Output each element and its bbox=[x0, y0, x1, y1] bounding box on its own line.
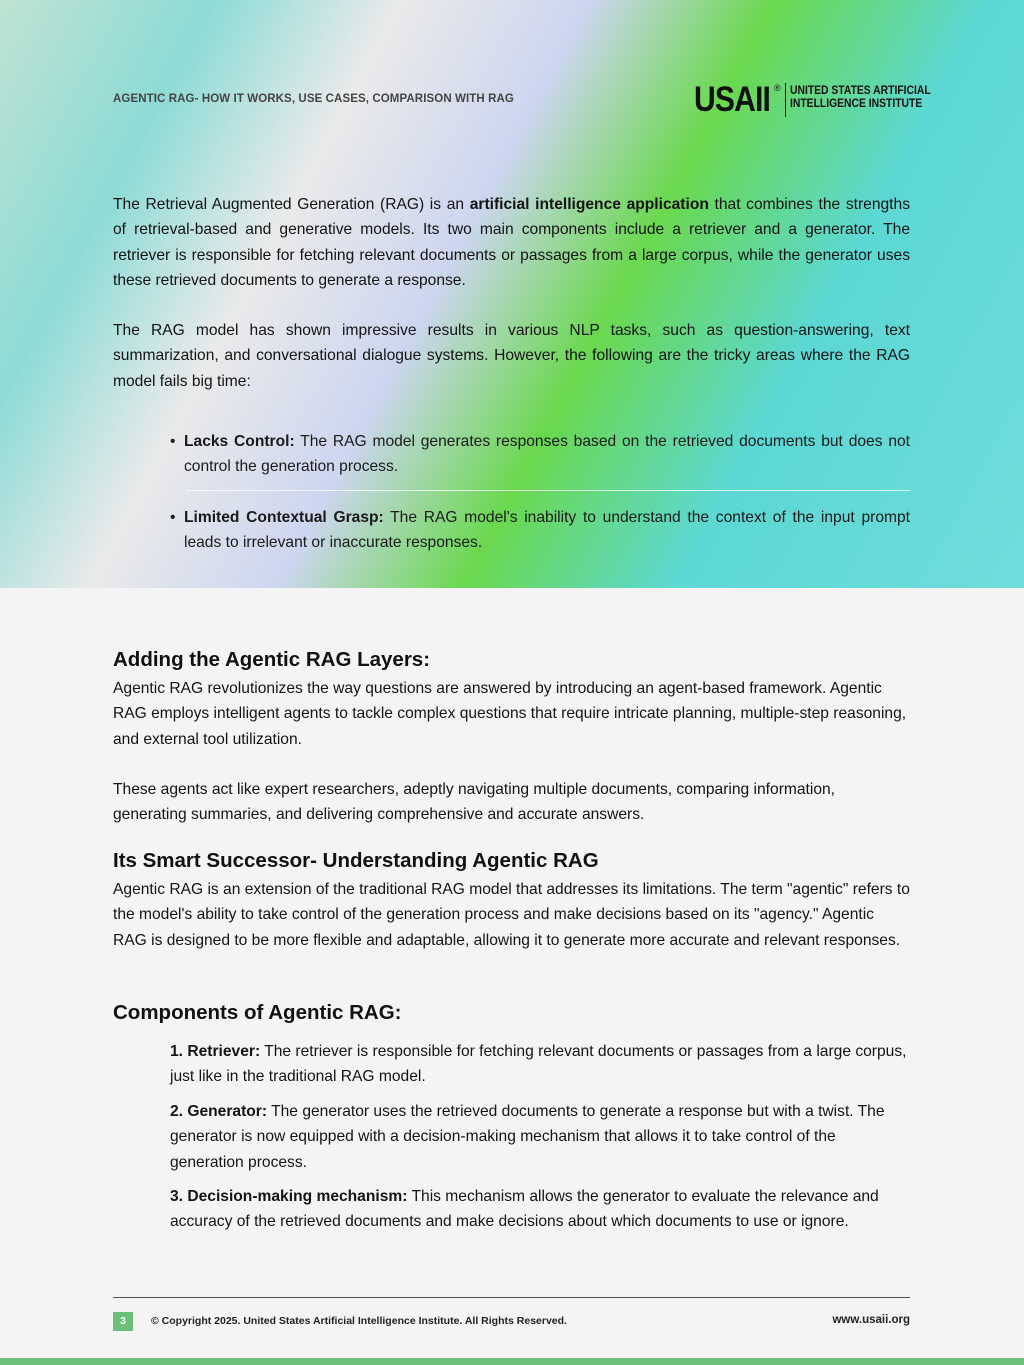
component-generator: 2. Generator: The generator uses the retrieved documents to generate a response but with a twist. The generator is now equipped with a decision-making mechanism that allows it to take control of the generation process. bbox=[170, 1103, 885, 1171]
logo-mark: USAII bbox=[694, 80, 770, 119]
list-item: • Lacks Control: The RAG model generates responses based on the retrieved documents but does not control the generation process. bbox=[170, 429, 910, 480]
website-link[interactable]: www.usaii.org bbox=[832, 1314, 910, 1326]
copyright-notice: © Copyright 2025. United States Artificial Intelligence Institute. All Rights Reserved. bbox=[151, 1315, 567, 1327]
component-decision-making: 3. Decision-making mechanism: This mechanism allows the generator to evaluate the relevance and accuracy of the retrieved documents and make decisions about which documents to use or ignore. bbox=[170, 1188, 879, 1231]
page-number-badge: 3 bbox=[113, 1312, 133, 1331]
bottom-accent-bar bbox=[0, 1358, 1024, 1365]
logo-registered-mark: ® bbox=[774, 83, 781, 93]
logo-separator bbox=[785, 83, 787, 117]
heading-adding-agentic-rag-layers: Adding the Agentic RAG Layers: bbox=[113, 648, 431, 671]
logo-institute-name: UNITED STATES ARTIFICIAL INTELLIGENCE INSTITUTE bbox=[790, 85, 931, 110]
paragraph-agentic-extension: Agentic RAG is an extension of the traditional RAG model that addresses its limitations. The term "agentic" refers to the model's ability to take control of the generation process and make decisions based on its "agency." Agentic RAG is designed to be more flexible and adaptable, allowing it to generate more accurate and relevant responses. bbox=[113, 881, 910, 949]
footer-divider bbox=[113, 1297, 910, 1298]
bold-phrase: artificial intelligence application bbox=[469, 196, 709, 213]
component-retriever: 1. Retriever: The retriever is responsible for fetching relevant documents or passages from a large corpus, just like in the traditional RAG model. bbox=[170, 1043, 907, 1086]
intro-paragraph-rag: The Retrieval Augmented Generation (RAG) is an artificial intelligence application that combines the strengths of retrieval-based and generative models. Its two main components include a retriever and a generator. The retriever is responsible for fetching relevant documents or passages from a large corpus, while the generator uses these retrieved documents to generate a response. bbox=[113, 196, 910, 289]
paragraph-agentic-framework: Agentic RAG revolutionizes the way questions are answered by introducing an agent-based framework. Agentic RAG employs intelligent agents to tackle complex questions that require intricate planning, multiple-step reasoning, and external tool utilization. bbox=[113, 680, 907, 748]
list-item: • Limited Contextual Grasp: The RAG model's inability to understand the context of the input prompt leads to irrelevant or inaccurate responses. bbox=[170, 505, 910, 556]
bullet-divider bbox=[186, 490, 910, 491]
paragraph-agents-researchers: These agents act like expert researchers, adeptly navigating multiple documents, comparing information, generating summaries, and delivering comprehensive and accurate answers. bbox=[113, 781, 836, 824]
heading-smart-successor: Its Smart Successor- Understanding Agentic RAG bbox=[113, 849, 599, 872]
usaii-logo bbox=[694, 82, 946, 118]
document-header-title: AGENTIC RAG- HOW IT WORKS, USE CASES, COMPARISON WITH RAG bbox=[113, 93, 514, 105]
bullet-lacks-control bbox=[170, 429, 910, 480]
bullet-limited-contextual-grasp bbox=[170, 505, 910, 556]
intro-paragraph-limitations: The RAG model has shown impressive results in various NLP tasks, such as question-answering, text summarization, and conversational dialogue systems. However, the following are the tricky areas where the RAG model fails big time: bbox=[113, 322, 910, 390]
heading-components: Components of Agentic RAG: bbox=[113, 1001, 402, 1024]
